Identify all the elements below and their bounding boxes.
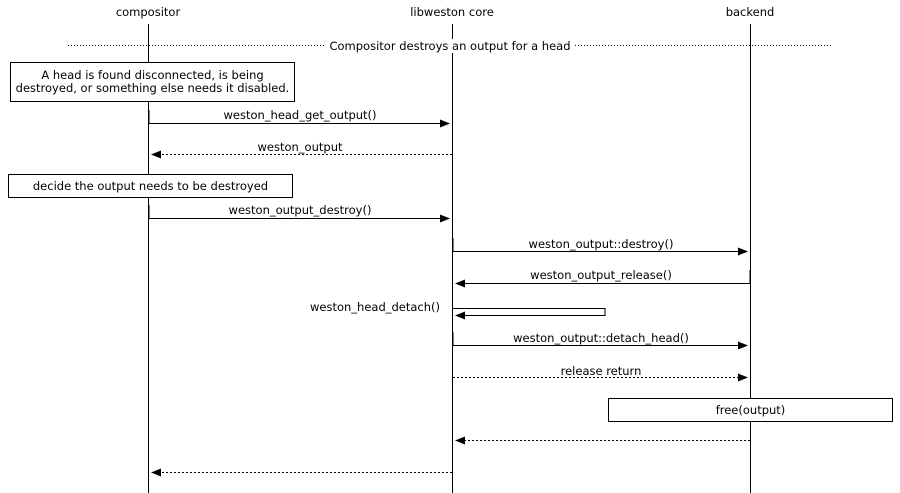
diagram-title: Compositor destroys an output for a head xyxy=(325,39,574,53)
message-label-weston-output-destroy: weston_output_destroy() xyxy=(228,203,372,217)
message-label-weston-head-detach: weston_head_detach() xyxy=(309,300,441,314)
note-decide-destroy: decide the output needs to be destroyed xyxy=(8,174,293,198)
message-label-release-return: release return xyxy=(560,364,642,378)
message-label-weston-output: weston_output xyxy=(257,140,343,154)
message-label-weston-output-detach-head: weston_output::detach_head() xyxy=(513,331,689,345)
message-label-weston-output-destroy-cb: weston_output::destroy() xyxy=(528,237,674,251)
actor-label-compositor: compositor xyxy=(115,5,181,19)
note-head-disconnected: A head is found disconnected, is being destroyed, or something else needs it disabled. xyxy=(10,62,295,102)
message-label-weston-output-release: weston_output_release() xyxy=(530,268,672,282)
message-label-weston-head-get-output: weston_head_get_output() xyxy=(223,108,377,122)
actor-label-libweston-core: libweston core xyxy=(410,5,494,19)
note-free-output: free(output) xyxy=(608,398,893,422)
actor-label-backend: backend xyxy=(725,5,775,19)
